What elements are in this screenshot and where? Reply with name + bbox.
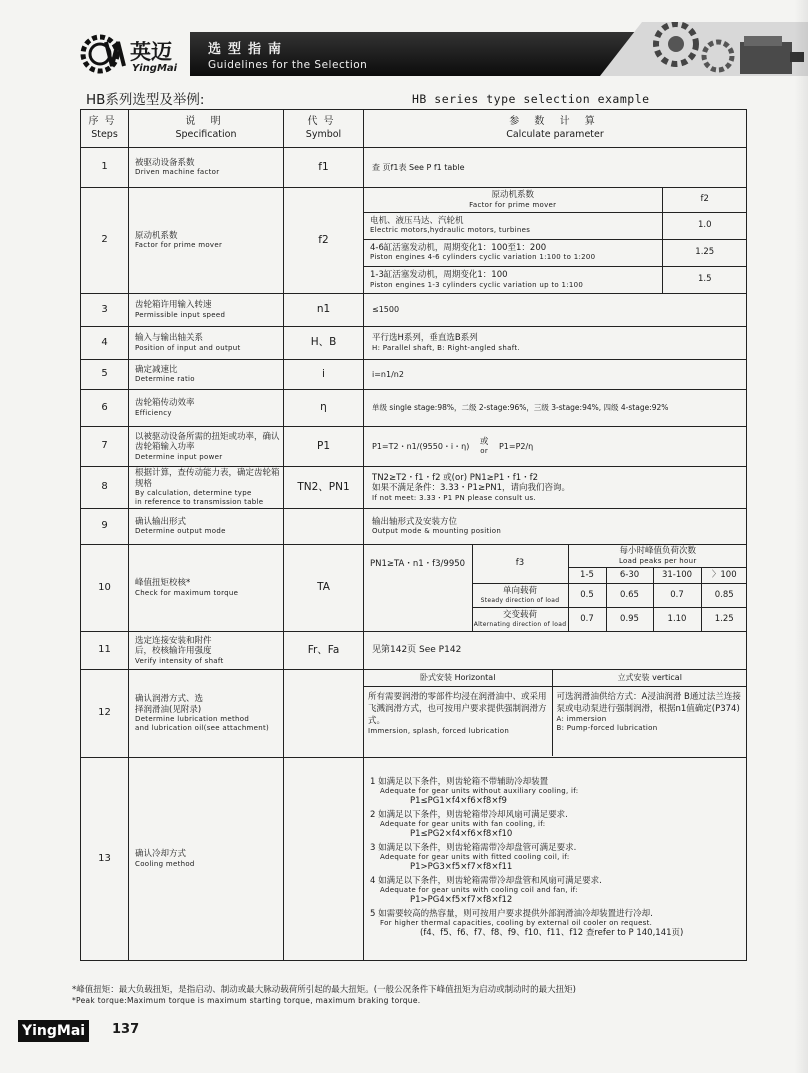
symbol-cell: Fr、Fa xyxy=(284,632,364,670)
steady-value: 0.65 xyxy=(606,583,653,607)
banner-title-en: Guidelines for the Selection xyxy=(208,59,368,71)
footnote-cn: *峰值扭矩：最大负载扭矩，是指启动、制动或最大脉动载荷所引起的最大扭矩。(一般公况条件下峰值扭矩为启动或制动时的最大扭矩) xyxy=(72,985,576,995)
page-header xyxy=(0,22,808,82)
vertical-lubrication-text: 可选润滑油供给方式：A浸油润滑 B通过法兰连接泵或电动泵进行强制润滑，根据n1值确定(P374) A: immersion B: Pump-forced lubrication xyxy=(552,686,747,756)
vertical-head: 立式安装 vertical xyxy=(552,670,747,686)
spec-cell: 以被驱动设备所需的扭矩或功率，确认齿轮箱输入功率 Determine input power xyxy=(129,427,284,467)
section-title-cn: HB系列选型及举例: xyxy=(86,92,205,108)
parameter-cell: 单级 single stage:98%，二级 2-stage:96%，三级 3-stage:94%, 四级 4-stage:92% xyxy=(364,390,747,427)
peaks-col: 6-30 xyxy=(606,567,653,583)
header-symbol: 代号 Symbol xyxy=(284,110,364,148)
spec-cell: 根据计算，查传动能力表，确定齿轮箱规格 By calculation, determine type in reference to transmission table xyxy=(129,467,284,509)
symbol-cell: f1 xyxy=(284,148,364,188)
title-banner xyxy=(190,32,642,76)
alternating-value: 1.25 xyxy=(701,607,747,631)
logo-chinese-name: 英迈 xyxy=(130,39,172,64)
prime-mover-value: 1.0 xyxy=(662,212,747,239)
steady-value: 0.5 xyxy=(568,583,606,607)
step-number: 2 xyxy=(81,188,129,294)
peaks-col: 1-5 xyxy=(568,567,606,583)
step-number: 12 xyxy=(81,670,129,758)
steady-load-label: 单向载荷 Steady direction of load xyxy=(472,583,568,607)
peaks-col: 〉100 xyxy=(701,567,747,583)
horizontal-head: 卧式安装 Horizontal xyxy=(364,670,552,686)
parameter-cell xyxy=(364,427,747,467)
banner-title-cn: 选型指南 xyxy=(208,42,289,57)
table-row xyxy=(81,670,747,758)
peak-torque-cell xyxy=(364,545,747,632)
selection-table xyxy=(80,109,747,961)
symbol-cell xyxy=(284,509,364,545)
table-row xyxy=(81,467,747,509)
peaks-per-hour-head: 每小时峰值负荷次数 Load peaks per hour xyxy=(568,545,747,567)
table-row xyxy=(81,758,747,961)
symbol-cell: P1 xyxy=(284,427,364,467)
step-number: 6 xyxy=(81,390,129,427)
footnote xyxy=(72,985,772,1006)
peaks-col: 31-100 xyxy=(653,567,701,583)
gear-logo-icon xyxy=(80,32,128,76)
input-power-formula-1: P1=T2・n1/(9550・i・η) xyxy=(372,442,470,451)
alternating-value: 1.10 xyxy=(653,607,701,631)
prime-mover-item: 电机、液压马达、汽轮机 Electric motors,hydraulic motors, turbines xyxy=(364,212,662,239)
table-row xyxy=(81,390,747,427)
logo-english-name: YingMai xyxy=(132,63,178,74)
spec-cell: 原动机系数 Factor for prime mover xyxy=(129,188,284,294)
symbol-cell xyxy=(284,670,364,758)
section-title-en: HB series type selection example xyxy=(412,92,650,106)
symbol-cell: η xyxy=(284,390,364,427)
spec-cell: 确认冷却方式 Cooling method xyxy=(129,758,284,961)
parameter-cell: 见第142页 See P142 xyxy=(364,632,747,670)
spec-cell: 确认润滑方式、选 择润滑油(见附录) Determine lubrication method and lubrication oil(see attachment) xyxy=(129,670,284,758)
parameter-cell: 平行选H系列，垂直选B系列 H: Parallel shaft, B: Right-angled shaft. xyxy=(364,327,747,360)
step-number: 3 xyxy=(81,294,129,327)
step-number: 1 xyxy=(81,148,129,188)
horizontal-lubrication-text: 所有需要润滑的零部件均浸在润滑油中、或采用飞溅润滑方式，也可按用户要求提供强制润滑方式。 Immersion, splash, forced lubrication xyxy=(364,686,552,756)
peak-torque-formula: PN1≥TA・n1・f3/9950 xyxy=(364,545,472,583)
prime-mover-item: 1-3缸活塞发动机，周期变化1：100 Piston engines 1-3 cylinders cyclic variation up to 1:100 xyxy=(364,266,662,293)
spec-cell: 确定减速比 Determine ratio xyxy=(129,360,284,390)
step-number: 4 xyxy=(81,327,129,360)
f3-label: f3 xyxy=(472,545,568,583)
symbol-cell xyxy=(284,758,364,961)
spec-cell: 选定连接安装和附件 后，校核输许用强度 Verify intensity of shaft xyxy=(129,632,284,670)
footer-brand-name: YingMai xyxy=(18,1020,89,1042)
spec-cell: 齿轮箱传动效率 Efficiency xyxy=(129,390,284,427)
header-calculate-parameter: 参 数 计 算 Calculate parameter xyxy=(364,110,747,148)
or-label: 或 or xyxy=(479,436,489,456)
list-item: 2 如满足以下条件，则齿轮箱带冷却风扇可满足要求. Adequate for gear units with fan cooling, if: P1≤PG2×f4×f6×f8×f10 xyxy=(370,809,568,839)
list-item: 4 如满足以下条件，则齿轮箱需带冷却盘管和风扇可满足要求. Adequate for gear units with cooling coil and fan, if: P1>PG4×f5×f7×f8×f12 xyxy=(370,875,602,905)
alternating-load-label: 交变载荷 Alternating direction of load xyxy=(472,607,568,631)
step-number: 9 xyxy=(81,509,129,545)
spec-cell: 输入与输出轴关系 Position of input and output xyxy=(129,327,284,360)
cooling-conditions-cell xyxy=(364,758,747,961)
table-row xyxy=(81,427,747,467)
header-steps: 序号 Steps xyxy=(81,110,129,148)
parameter-cell: 输出轴形式及安装方位 Output mode & mounting position xyxy=(364,509,747,545)
gearbox-illustration-icon xyxy=(600,22,808,82)
list-item: 1 如满足以下条件，则齿轮箱不带辅助冷却装置 Adequate for gear units without auxiliary cooling, if: P1≤PG1×f4×f6×f8×f9 xyxy=(370,776,579,806)
input-power-formula-2: P1=P2/η xyxy=(498,442,534,451)
steady-value: 0.7 xyxy=(653,583,701,607)
header-specification: 说 明 Specification xyxy=(129,110,284,148)
parameter-cell: TN2≥T2・f1・f2 或(or) PN1≥P1・f1・f2 如果不满足条件：3.33・P1≥PN1，请向我们咨询。 If not meet: 3.33・P1 PN please consult us. xyxy=(364,467,747,509)
spec-cell: 峰值扭矩校核* Check for maximum torque xyxy=(129,545,284,632)
step-number: 8 xyxy=(81,467,129,509)
steady-value: 0.85 xyxy=(701,583,747,607)
spec-cell: 被驱动设备系数 Driven machine factor xyxy=(129,148,284,188)
step-number: 13 xyxy=(81,758,129,961)
step-number: 11 xyxy=(81,632,129,670)
table-row xyxy=(81,294,747,327)
parameter-cell: 查 页f1表 See P f1 table xyxy=(364,148,747,188)
alternating-value: 0.95 xyxy=(606,607,653,631)
peak-torque-table xyxy=(364,545,747,631)
symbol-cell: TA xyxy=(284,545,364,632)
table-row xyxy=(81,327,747,360)
symbol-cell: n1 xyxy=(284,294,364,327)
list-item: 5 如需要较高的热容量，则可按用户要求提供外部润滑油冷却装置进行冷却. For higher thermal capacities, cooling by external oil cooler on request. (f4、f5、f6、f7、f8、f9、f10、f11、f12 查refer to P 140,141页) xyxy=(370,908,684,938)
prime-mover-cell xyxy=(364,188,747,294)
table-row xyxy=(81,545,747,632)
prime-mover-head: 原动机系数 Factor for prime mover xyxy=(364,188,662,212)
spec-cell: 齿轮箱许用输入转速 Permissible input speed xyxy=(129,294,284,327)
table-row xyxy=(81,148,747,188)
footnote-en: *Peak torque:Maximum torque is maximum starting torque, maximum braking torque. xyxy=(72,996,421,1006)
spec-cell: 确认输出形式 Determine output mode xyxy=(129,509,284,545)
table-row xyxy=(81,360,747,390)
symbol-cell: TN2、PN1 xyxy=(284,467,364,509)
symbol-cell: H、B xyxy=(284,327,364,360)
step-number: 7 xyxy=(81,427,129,467)
step-number: 10 xyxy=(81,545,129,632)
parameter-cell: ≤1500 xyxy=(364,294,747,327)
prime-mover-head-value: f2 xyxy=(662,188,747,212)
step-number: 5 xyxy=(81,360,129,390)
table-row xyxy=(81,509,747,545)
parameter-cell: i=n1/n2 xyxy=(364,360,747,390)
scan-edge-shade xyxy=(794,0,808,1073)
alternating-value: 0.7 xyxy=(568,607,606,631)
page-number: 137 xyxy=(112,1022,140,1037)
symbol-cell: f2 xyxy=(284,188,364,294)
prime-mover-table xyxy=(364,188,747,293)
page-footer xyxy=(18,1020,148,1042)
prime-mover-item: 4-6缸活塞发动机，周期变化1：100至1：200 Piston engines 4-6 cylinders cyclic variation 1:100 to 1:200 xyxy=(364,239,662,266)
lubrication-table xyxy=(364,670,747,756)
table-row xyxy=(81,632,747,670)
table-row xyxy=(81,188,747,294)
prime-mover-value: 1.5 xyxy=(662,266,747,293)
company-logo xyxy=(80,32,190,78)
lubrication-cell xyxy=(364,670,747,758)
prime-mover-value: 1.25 xyxy=(662,239,747,266)
symbol-cell: i xyxy=(284,360,364,390)
table-header-row xyxy=(81,110,747,148)
list-item: 3 如满足以下条件，则齿轮箱需带冷却盘管可满足要求. Adequate for gear units with fitted cooling coil, if: P1>PG3×f5×f7×f8×f11 xyxy=(370,842,577,872)
